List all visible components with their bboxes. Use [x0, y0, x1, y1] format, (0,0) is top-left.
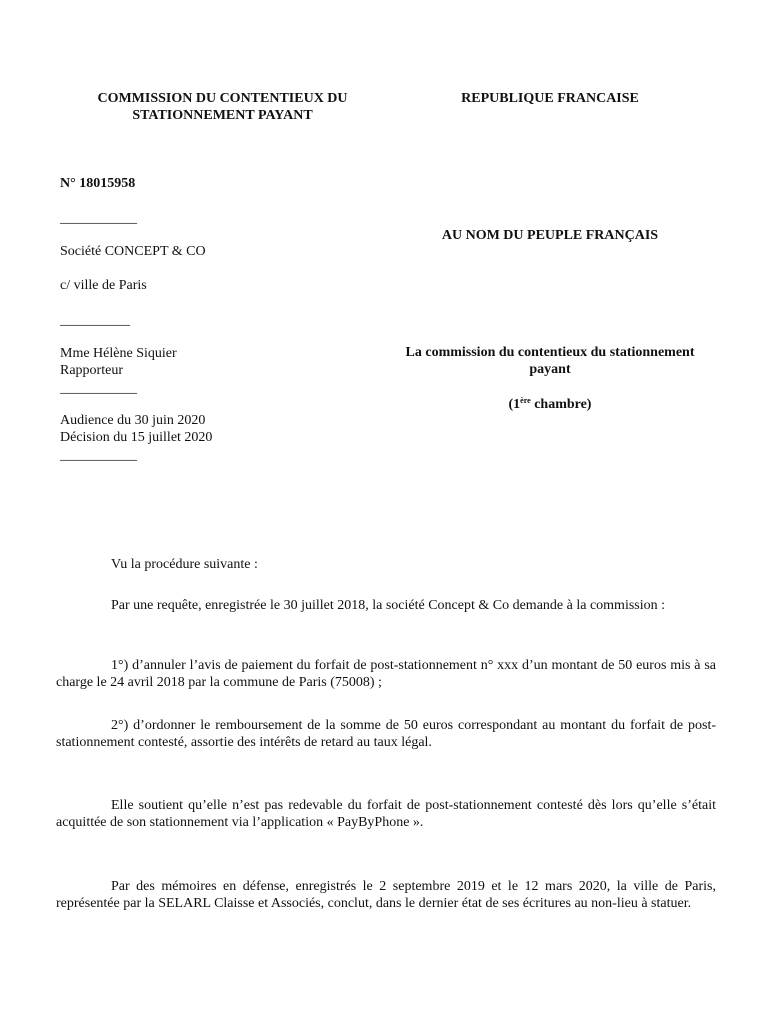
paragraph-claim-2: 2°) d’ordonner le remboursement de la somme de 50 euros correspondant au montant du forfait de post-stationnement contesté, assortie des intérêts de retard au taux légal.: [56, 718, 716, 750]
commission-heading-line2: payant: [529, 362, 571, 377]
paragraph-claim-1: 1°) d’annuler l’avis de paiement du forfait de post-stationnement n° xxx d’un montant de 50 euros mis à sa charge le 24 avril 2018 par la commune de Paris (75008) ;: [56, 658, 716, 690]
rapporteur-role: Rapporteur: [60, 363, 123, 378]
paragraph-defense: Par des mémoires en défense, enregistrés le 2 septembre 2019 et le 12 mars 2020, la ville de Paris, représentée par la SELARL Claisse et Associés, conclut, dans le dernier état de ses écritures au non-lieu à statuer.: [56, 879, 716, 911]
people-heading: AU NOM DU PEUPLE FRANÇAIS: [441, 228, 659, 243]
paragraph-procedure: Vu la procédure suivante :: [111, 557, 258, 572]
paragraph-request: Par une requête, enregistrée le 30 juillet 2018, la société Concept & Co demande à la commission :: [111, 598, 666, 613]
chamber-sup: ère: [520, 396, 531, 405]
separator-1: ___________: [60, 211, 137, 226]
court-title-line2: STATIONNEMENT PAYANT: [132, 108, 313, 123]
commission-heading: [385, 344, 715, 378]
opponent-name: c/ ville de Paris: [60, 278, 147, 293]
separator-2: __________: [60, 313, 130, 328]
rapporteur-name: Mme Hélène Siquier: [60, 346, 177, 361]
decision-date: Décision du 15 juillet 2020: [60, 430, 213, 445]
case-number: N° 18015958: [60, 176, 136, 191]
separator-4: ___________: [60, 448, 137, 463]
court-title: [60, 90, 385, 124]
court-title-line1: COMMISSION DU CONTENTIEUX DU: [97, 91, 348, 106]
chamber-close: chambre): [530, 397, 592, 412]
chamber-label: [385, 396, 715, 413]
separator-3: ___________: [60, 381, 137, 396]
paragraph-argument: Elle soutient qu’elle n’est pas redevable du forfait de post-stationnement contesté dès lors qu’elle s’était acquittée de son stationnement via l’application « PayByPhone ».: [56, 798, 716, 830]
commission-heading-line1: La commission du contentieux du stationnement: [405, 345, 695, 360]
hearing-date: Audience du 30 juin 2020: [60, 413, 206, 428]
party-name: Société CONCEPT & CO: [60, 244, 206, 259]
chamber-open: (1: [508, 397, 521, 412]
republic-title: REPUBLIQUE FRANCAISE: [461, 91, 639, 106]
